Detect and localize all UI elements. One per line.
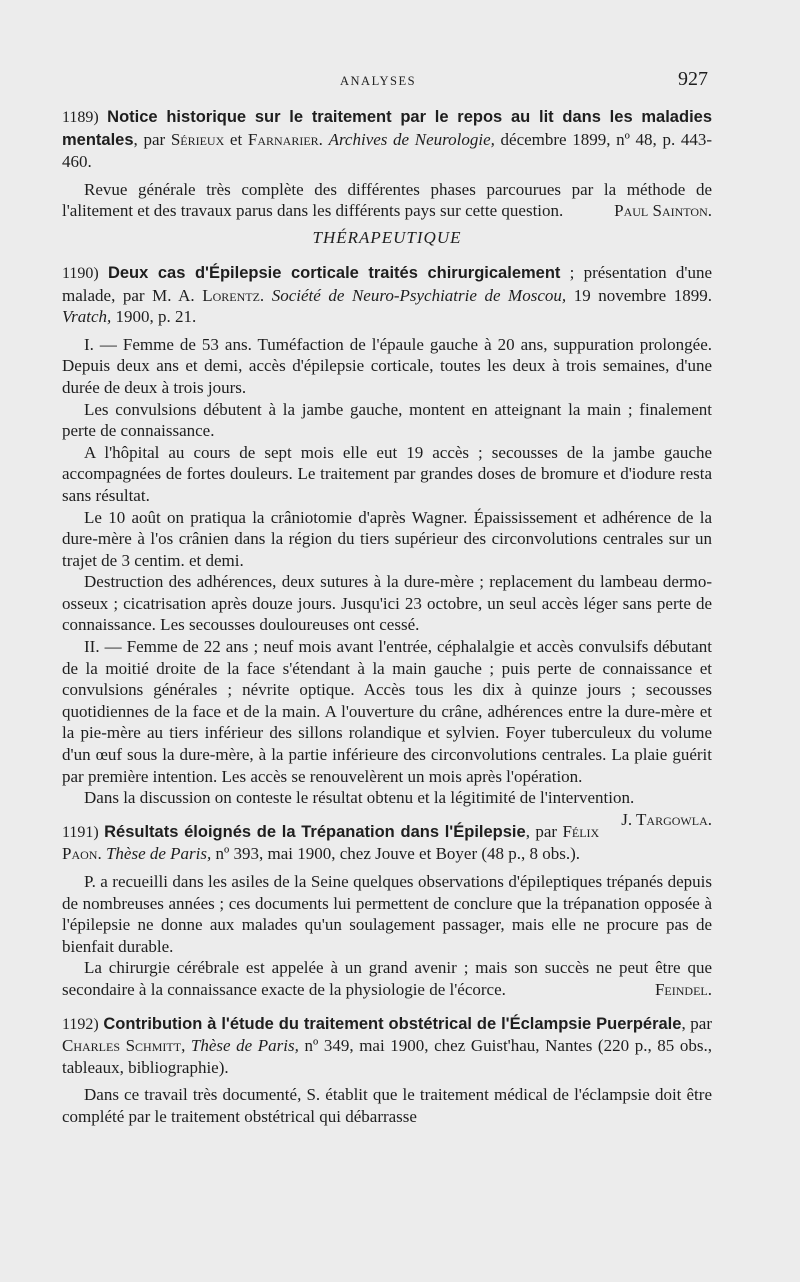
paragraph: Destruction des adhérences, deux sutures à la dure-mère ; replacement du lambeau dermo-osseux ; cicatrisation après douze jours. Jusqu'ici 23 octobre, un seul accès léger sans perte de connaissance. Les secousses douloureuses ont cessé. [62, 572, 712, 635]
paragraph: A l'hôpital au cours de sept mois elle eut 19 accès ; secousses de la jambe gauche accompagnées de fortes douleurs. Le traitement par grandes doses de bromure et d'iodure resta sans résultat. [62, 442, 712, 505]
running-head [62, 68, 712, 98]
signature: Paul Sainton. [614, 201, 712, 221]
paragraph: Dans la discussion on conteste le résultat obtenu et la légitimité de l'intervention. J. Targowla. [84, 788, 712, 829]
paragraph: Le 10 août on pratiqua la crâniotomie d'après Wagner. Épaississement et adhérence de la dure-mère à l'os crânien dans la région du tiers supérieur des circonvolutions centrales sur un trajet de 3 centim. et demi. [62, 507, 712, 570]
abstract-heading: 1191) Résultats éloignés de la Trépanation dans l'Épilepsie, par Félix Paon. Thèse de Paris, nº 393, mai 1900, chez Jouve et Boyer (48 p., 8 obs.). [62, 821, 600, 864]
abstract-heading: 1189) Notice historique sur le traitement par le repos au lit dans les maladies mentales, par Sérieux et Farnarier. Archives de Neurologie, décembre 1899, nº 48, p. 443-460. [62, 108, 713, 172]
section-heading: THÉRAPEUTIQUE [312, 227, 462, 247]
signature: Feindel. [654, 979, 712, 999]
paragraph: La chirurgie cérébrale est appelée à un grand avenir ; mais son succès ne peut être que secondaire à la connaissance exacte de la physiologie de l'écorce. Feindel. [62, 958, 712, 999]
paragraph: P. a recueilli dans les asiles de la Seine quelques observations d'épileptiques trépanés depuis de nombreuses années ; ces documents lui permettent de conclure que la trépanation opposée à l'épilepsie ne donne aux malades qu'un soulagement passager, mais elle ne procure pas de bienfait durable. [62, 872, 712, 956]
abstract-text: Revue générale très complète des différentes phases parcourues par la méthode de l'alitement et des travaux parus dans les différents pays sur cette question. [62, 179, 712, 221]
abstract-1191 [62, 821, 712, 1001]
abstract-1190 [62, 262, 713, 829]
abstract-heading: 1190) Deux cas d'Épilepsie corticale traités chirurgicalement ; présentation d'une malade, par M. A. Lorentz. Société de Neuro-Psychiatrie de Moscou, 19 novembre 1899. Vratch, 1900, p. 21. [62, 262, 713, 327]
paragraph: II. — Femme de 22 ans ; neuf mois avant l'entrée, céphalalgie et accès convulsifs débutant de la moitié droite de la face s'étendant à la main gauche ; puis perte de connaissance et convulsions générales ; névrite optique. Accès tous les dix à quinze jours ; secousses quotidiennes de la face et de la main. A l'ouverture du crâne, adhérences entre la dure-mère et la pie-mère au tiers inférieur des sillons rolandique et sylvien. Foyer tuberculeux du volume d'un œuf sous la dure-mère, à la partie inférieure des circonvolutions centrales. La plaie guérit par première intention. Les accès se renouvelèrent un mois après l'opération. [62, 637, 712, 786]
running-head-title: ANALYSES [340, 74, 417, 88]
abstract-heading: 1192) Contribution à l'étude du traitement obstétrical de l'Éclampsie Puerpérale, par Charles Schmitt, Thèse de Paris, nº 349, mai 1900, chez Guist'hau, Nantes (220 p., 85 obs., tableaux, bibliographie). [62, 1013, 713, 1077]
paragraph: Les convulsions débutent à la jambe gauche, montent en atteignant la main ; finalement perte de connaissance. [62, 399, 712, 441]
paragraph: I. — Femme de 53 ans. Tuméfaction de l'épaule gauche à 20 ans, suppuration prolongée. Depuis deux ans et demi, accès d'épilepsie corticale, toutes les deux à trois semaines, d'une durée de deux à trois jours. [62, 334, 712, 397]
page-number: 927 [678, 68, 708, 90]
signature: J. Targowla. [621, 809, 712, 829]
paragraph: Dans ce travail très documenté, S. établit que le traitement médical de l'éclampsie doit être complété par le traitement obstétrical qui débarrasse [62, 1085, 712, 1126]
abstract-1192 [62, 1013, 712, 1128]
abstract-1189 [62, 106, 712, 222]
